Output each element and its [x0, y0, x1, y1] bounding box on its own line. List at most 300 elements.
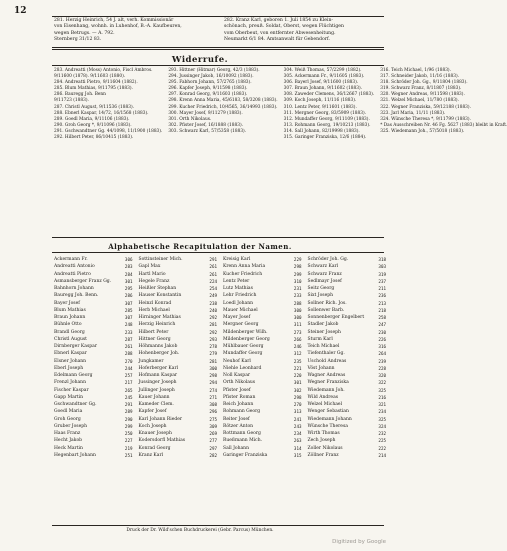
index-row — [308, 372, 387, 379]
revocation-entry: 306. Bayerl Josef, 9/11600 (1883). — [283, 80, 359, 86]
index-row — [54, 394, 133, 401]
index-row — [54, 271, 133, 278]
index-row — [139, 379, 218, 386]
name-index-columns — [54, 256, 386, 522]
index-row — [54, 452, 133, 459]
index-number: 263 — [293, 438, 302, 444]
index-number: 292 — [209, 329, 217, 335]
index-name: Hohenberger Joh. — [138, 351, 180, 357]
index-name: Teich Michael — [307, 344, 340, 349]
index-row — [308, 452, 387, 459]
index-name: Orth Nikolaus — [223, 380, 256, 386]
index-number: 241 — [293, 416, 302, 422]
continuation-entry-282 — [224, 18, 384, 43]
revocation-entry: 317. Schneider Jakob, 11/16 (1883). — [380, 74, 460, 80]
index-name: Wiedemann Johann — [307, 416, 352, 422]
index-row — [308, 336, 387, 343]
revocation-entry: 314. Sall Johann, 82/19998 (1883). — [283, 128, 360, 134]
index-number: 226 — [378, 336, 386, 342]
index-row — [54, 365, 133, 372]
index-name: Sollenwer Barb. — [307, 307, 345, 313]
revocation-entry: 9/11600 (1878). 9/11603 (1880). — [54, 74, 126, 80]
index-row — [223, 314, 302, 321]
index-row — [139, 365, 218, 372]
index-name: Zöllner Franz — [307, 452, 339, 458]
index-row — [223, 350, 302, 357]
index-name: Mühlbauer Georg — [223, 344, 264, 349]
entry-line: Sternberg 31/12 83. — [54, 36, 102, 42]
index-row — [223, 365, 302, 372]
revocation-entry: 302. Pfister Josef, 16/1888 (1883). — [168, 122, 244, 128]
index-row — [223, 408, 302, 415]
index-name: Wild Andreas — [307, 394, 339, 400]
revocation-entry: 323. Jarl Maria, 11/11 (1883). — [380, 110, 446, 116]
index-name: Reiter Josef — [223, 416, 250, 422]
index-number: 240 — [209, 307, 217, 313]
revocations-columns — [54, 68, 507, 233]
index-row — [223, 416, 302, 423]
index-name: Jungkamer — [138, 358, 164, 364]
index-number: 233 — [293, 293, 302, 299]
index-number: 298 — [293, 264, 302, 270]
index-name: Sollner Rich. Jos. — [307, 300, 347, 306]
index-number: 239 — [378, 358, 386, 364]
index-row — [54, 430, 133, 437]
index-number: 307 — [124, 300, 133, 306]
index-number: 218 — [378, 307, 386, 313]
index-number: 291 — [209, 257, 217, 262]
index-row — [308, 387, 387, 394]
index-number: 300 — [293, 315, 302, 320]
index-name: Bauregg Joh. Benn. — [54, 293, 99, 299]
section-title-underline — [52, 65, 384, 66]
index-row — [308, 263, 387, 270]
index-row — [139, 387, 218, 394]
revocation-entry: 292. Hilbert Peter, 86/10415 (1883). — [54, 135, 134, 141]
index-row — [139, 430, 218, 437]
index-row — [308, 271, 387, 278]
index-row — [54, 350, 133, 357]
index-row — [54, 307, 133, 314]
index-name: Hartl Mario — [138, 271, 166, 277]
index-number: 247 — [378, 322, 386, 328]
index-row — [139, 292, 218, 299]
index-row — [308, 416, 387, 423]
revocation-entry: 301. Orth Nikolaus. — [168, 116, 212, 122]
index-name: Rötzer Anton — [223, 423, 254, 429]
continuation-entry-281 — [54, 18, 214, 43]
index-number: 308 — [209, 402, 217, 407]
index-number: 302 — [293, 387, 302, 393]
index-name: Mundaffer Georg — [223, 351, 263, 357]
entry-line: 282. Kranz Karl, geboren 1. Juli 1854 zu Klein- — [224, 18, 333, 23]
index-number: 249 — [209, 293, 217, 299]
index-name: Bahnhorn Johann — [54, 286, 94, 291]
index-row — [139, 350, 218, 357]
index-row — [223, 423, 302, 430]
index-number: 281 — [209, 322, 217, 328]
revocation-entry: 309. Koch Joseph, 11/116 (1883). — [283, 98, 357, 104]
revocation-entry: * Das Ausschreiben Nr. 46 Fg. 5627 (1883) bleibt in Kraft. — [380, 122, 507, 128]
index-name: Sedlmayr Josef — [307, 278, 342, 284]
index-row — [308, 256, 387, 263]
index-number: 287 — [124, 336, 133, 342]
index-row — [139, 452, 218, 459]
index-name: Hirninger Mathias — [138, 315, 181, 320]
index-number: 319 — [378, 271, 386, 277]
index-number: 274 — [209, 387, 217, 393]
index-name: Goedl Maria — [54, 409, 83, 415]
index-name: Blum Mathias — [54, 307, 86, 313]
revocation-entry: 299. Kucher Friedrich, 10/4565, 36/14993 (1883). — [168, 104, 278, 110]
index-number: 307 — [124, 315, 133, 320]
index-row — [54, 314, 133, 321]
index-number: 290 — [124, 416, 133, 422]
index-row — [139, 416, 218, 423]
section-rule — [52, 47, 384, 48]
index-name: Sall Johann — [223, 445, 249, 451]
index-name: Gapl Max — [138, 264, 161, 270]
index-row — [139, 314, 218, 321]
index-name: Herb Michael — [138, 307, 170, 313]
index-column — [308, 256, 387, 522]
revocation-entry: 283. Andreatti (Moss) Antonio, Fiscl Ambros. — [54, 68, 153, 73]
index-name: Krenn Anna Maria — [223, 264, 266, 270]
index-number: 296 — [209, 409, 217, 415]
index-number: 270 — [293, 402, 302, 407]
index-name: Ackermann Fr. — [54, 257, 88, 262]
index-number: 221 — [293, 365, 302, 371]
index-name: Vöst Johann — [307, 365, 335, 371]
index-row — [139, 329, 218, 336]
index-name: Wenger Sebastian — [307, 409, 349, 415]
index-name: Hofmann Kaspar — [138, 373, 178, 378]
index-row — [54, 423, 133, 430]
index-number: 246 — [293, 344, 302, 349]
index-name: Mayer Josef — [223, 315, 251, 320]
index-row — [139, 263, 218, 270]
index-number: 261 — [124, 344, 133, 349]
revocation-entry: 324. Wünsche Theresa *, 9/11799 (1883). — [380, 116, 471, 122]
revocation-entry: 304. Weiß Thomas, 57/2299 (1882). — [283, 68, 362, 73]
index-row — [54, 416, 133, 423]
index-number: 301 — [293, 380, 302, 386]
index-row — [223, 285, 302, 292]
index-name: Groh Georg — [54, 416, 81, 422]
index-name: Wirth Thomas — [307, 431, 340, 436]
index-number: 299 — [293, 271, 302, 277]
revocations-column — [168, 68, 277, 233]
index-row — [223, 292, 302, 299]
index-row — [308, 408, 387, 415]
index-row — [223, 263, 302, 270]
index-name: Loedl Johann — [223, 300, 254, 306]
index-row — [139, 278, 218, 285]
index-row — [54, 343, 133, 350]
index-column — [54, 256, 133, 522]
index-name: Mildenberger Georg — [223, 336, 270, 342]
revocation-entry: 9/11723 (1883). — [54, 98, 89, 104]
index-name: Mildenberger Wilh. — [223, 329, 268, 335]
index-name: Welzel Michael — [307, 402, 343, 407]
index-number: 271 — [209, 394, 217, 400]
index-row — [54, 445, 133, 452]
index-name: Kodersdorfl Mathias — [138, 438, 186, 444]
index-row — [308, 394, 387, 401]
index-number: 219 — [124, 445, 133, 451]
index-name: Heißler Stephan — [138, 286, 177, 291]
index-name: Asmansberger Franz Gg. — [54, 278, 112, 284]
index-name: Ebnerl Kaspar — [54, 351, 87, 357]
revocations-column — [380, 68, 507, 233]
index-number: 261 — [209, 271, 217, 277]
index-name: Kucher Friedrich — [223, 271, 263, 277]
index-row — [308, 314, 387, 321]
index-row — [223, 307, 302, 314]
revocation-entry: 287. Christl August, 9/11536 (1883). — [54, 104, 135, 110]
index-row — [139, 300, 218, 307]
index-row — [54, 285, 133, 292]
index-row — [223, 336, 302, 343]
index-row — [139, 408, 218, 415]
index-name: Gapp Martin — [54, 394, 84, 400]
index-name: Gschwandtner Gg. — [54, 402, 97, 407]
index-name: Andreatti Pietro — [54, 271, 91, 277]
index-number: 232 — [378, 431, 386, 436]
index-name: Fischer Kaspar — [54, 387, 89, 393]
index-name: Hoferberger Karl — [138, 365, 179, 371]
revocation-entry: 319. Schwarz Franz, 8/11807 (1883). — [380, 86, 462, 92]
index-row — [308, 300, 387, 307]
index-row — [223, 452, 302, 459]
index-number: 261 — [209, 264, 217, 270]
index-name: Konrad Georg — [138, 445, 171, 451]
watermark: Digitized by Google — [332, 539, 386, 545]
index-number: 309 — [209, 423, 217, 429]
index-number: 298 — [209, 373, 217, 378]
index-number: 235 — [293, 358, 302, 364]
index-name: Zoller Nikolaus — [307, 445, 343, 451]
revocation-entry: 300. Mayer Josef, 9/11279 (1883). — [168, 110, 243, 116]
index-number: 325 — [378, 387, 386, 393]
revocation-entry: 293. Hittner (Hitmar) Georg, 42/3 (1883). — [168, 68, 260, 73]
index-number: 230 — [378, 329, 386, 335]
index-rule — [52, 237, 384, 238]
index-row — [54, 321, 133, 328]
index-name: Kreisig Karl — [223, 257, 251, 262]
index-row — [139, 271, 218, 278]
index-number: 251 — [124, 452, 133, 458]
index-name: Sixt Joseph — [307, 293, 334, 299]
revocation-entry: 321. Welzel Michael, 11/780 (1883). — [380, 98, 459, 104]
index-row — [308, 307, 387, 314]
index-row — [139, 358, 218, 365]
index-row — [54, 358, 133, 365]
index-row — [223, 401, 302, 408]
index-name: Frenzl Johann — [54, 380, 86, 386]
index-number: 285 — [124, 307, 133, 313]
index-name: Jullinger Joseph — [138, 387, 175, 393]
revocations-column — [54, 68, 162, 233]
top-rule — [52, 16, 384, 17]
revocation-entry: 294. Jussinger Jakob, 16/10092 (1883). — [168, 74, 254, 80]
index-number: 318 — [378, 257, 386, 262]
index-number: 283 — [124, 264, 133, 270]
index-name: Hecht Jakob — [54, 438, 83, 444]
index-row — [223, 358, 302, 365]
index-number: 322 — [378, 380, 386, 386]
revocation-entry: 310. Lentz Peter, 9/11601 (1883). — [283, 104, 357, 110]
index-number: 229 — [293, 257, 302, 262]
index-name: Wünsche Theresa — [307, 423, 348, 429]
index-row — [54, 263, 133, 270]
revocation-entry: 311. Mergner Georg, 83/5909 (1883). — [283, 110, 367, 116]
index-row — [223, 278, 302, 285]
revocation-entry: 313. Rohmann Georg, 19/10213 (1883). — [283, 122, 371, 128]
index-number: 299 — [124, 423, 133, 429]
index-number: 248 — [124, 322, 133, 328]
index-row — [223, 372, 302, 379]
index-name: Kapfer Josef — [138, 409, 167, 415]
index-number: 250 — [124, 431, 133, 436]
index-row — [139, 394, 218, 401]
index-name: Christl August — [54, 336, 87, 342]
index-number: 300 — [209, 365, 217, 371]
index-number: 292 — [209, 315, 217, 320]
revocations-column — [284, 68, 375, 233]
index-row — [54, 437, 133, 444]
index-column — [139, 256, 218, 522]
index-number: 306 — [124, 257, 133, 262]
index-number: 312 — [293, 351, 302, 357]
index-number: 258 — [378, 315, 386, 320]
index-name: Herzig Heinrich — [138, 322, 176, 328]
index-name: Uschold Andreas — [307, 358, 347, 364]
index-number: 295 — [124, 286, 133, 291]
index-name: Garinger Franziska — [223, 452, 268, 458]
index-number: 231 — [293, 286, 302, 291]
index-row — [308, 278, 387, 285]
index-row — [223, 430, 302, 437]
index-row — [308, 437, 387, 444]
index-number: 224 — [209, 278, 217, 284]
index-number: 245 — [124, 394, 133, 400]
index-row — [223, 321, 302, 328]
index-name: Seitz Georg — [307, 286, 335, 291]
index-row — [54, 401, 133, 408]
index-row — [54, 387, 133, 394]
index-name: Wagner Andreas — [307, 373, 346, 378]
index-name: Schröder Joh. Gg. — [307, 257, 349, 262]
index-row — [139, 437, 218, 444]
index-name: Kranz Karl — [138, 452, 164, 458]
index-number: 211 — [378, 286, 386, 291]
revocation-entry: 297. Konrad Georg, 9/11603 (1883). — [168, 92, 248, 98]
index-row — [308, 379, 387, 386]
section-rule-double — [52, 49, 384, 50]
index-title-underline — [52, 252, 384, 253]
index-name: Noll Kaspar — [223, 373, 251, 378]
index-number: 238 — [209, 300, 217, 306]
index-number: 315 — [293, 452, 302, 458]
index-number: 265 — [124, 387, 133, 393]
index-number: 236 — [378, 293, 386, 299]
index-row — [308, 358, 387, 365]
index-number: 291 — [124, 402, 133, 407]
index-row — [54, 336, 133, 343]
index-name: Bayer Josef — [54, 300, 80, 306]
index-number: 298 — [293, 394, 302, 400]
index-row — [223, 445, 302, 452]
page-number: 12 — [14, 6, 27, 16]
index-title: Alphabetische Recapitulation der Namen. — [108, 242, 292, 251]
index-number: 294 — [209, 380, 217, 386]
index-row — [308, 430, 387, 437]
index-number: 225 — [378, 438, 386, 444]
index-name: Dirnberger Kaspar — [54, 344, 97, 349]
index-row — [308, 365, 387, 372]
index-row — [54, 372, 133, 379]
revocation-entry: 305. Ackermann Fr., 9/11605 (1883). — [283, 74, 365, 80]
index-name: Wegner Franziska — [307, 380, 349, 386]
revocation-entry: 307. Braun Johann, 9/11602 (1883). — [283, 86, 363, 92]
entry-line: von Eisenhang, wohnh. in Luhenhof, B.-A. Kaufbeuren, — [54, 24, 182, 30]
index-name: Hegele Franz — [138, 278, 170, 284]
index-name: Andreatti Antonio — [54, 264, 95, 270]
index-name: Kameder Clem. — [138, 402, 174, 407]
index-number: 222 — [378, 445, 386, 451]
index-name: Mauer Michael — [223, 307, 258, 313]
index-row — [54, 300, 133, 307]
index-number: 270 — [124, 358, 133, 364]
index-row — [223, 387, 302, 394]
revocation-entry: 303. Schwarz Karl, 57/5358 (1883). — [168, 128, 247, 134]
index-row — [139, 256, 218, 263]
index-number: 220 — [293, 373, 302, 378]
index-number: 288 — [124, 351, 133, 357]
revocation-entry: 286. Bauregg Joh. Benn — [54, 92, 106, 98]
index-number: 214 — [378, 452, 386, 458]
entry-line: schönach, preuß. Soldat, Oberst, wegen Flüchtigen — [224, 24, 344, 30]
index-number: 324 — [378, 423, 386, 429]
index-name: Zech Joseph — [307, 438, 336, 444]
entry-line: 281. Herzig Heinrich, 54 J. alt, verh. Kommissionär — [54, 18, 174, 23]
index-name: Sturm Karl — [307, 336, 333, 342]
index-name: Steiner Joseph — [307, 329, 341, 335]
index-number: 281 — [209, 358, 217, 364]
index-number: 321 — [378, 402, 386, 407]
index-name: Hittner Georg — [138, 336, 171, 342]
index-name: Schwarz Karl — [307, 264, 339, 270]
index-number: 264 — [378, 351, 386, 357]
index-row — [54, 329, 133, 336]
entry-line: Neumarkt 6/1 84. Amtsanwalt für Gebendorf. — [224, 36, 330, 42]
index-number: 269 — [209, 431, 217, 436]
index-number: 284 — [124, 271, 133, 277]
index-name: Rottmann Georg — [223, 431, 261, 436]
index-row — [54, 278, 133, 285]
index-number: 311 — [293, 322, 302, 328]
index-row — [223, 271, 302, 278]
revocation-entry: 296. Kapfer Joseph, 9/11598 (1883). — [168, 86, 248, 92]
revocation-entry: 290. Groh Georg *, 9/11096 (1883). — [54, 122, 132, 128]
index-row — [54, 408, 133, 415]
index-name: Sonnenberger Engelbert — [307, 315, 365, 320]
index-number: 243 — [293, 423, 302, 429]
revocation-entry: 298. Krenn Anna Maria, 45/6183, 58/3208 (1883). — [168, 98, 278, 104]
index-number: 278 — [209, 344, 217, 349]
index-name: Jussinger Joseph — [138, 380, 177, 386]
